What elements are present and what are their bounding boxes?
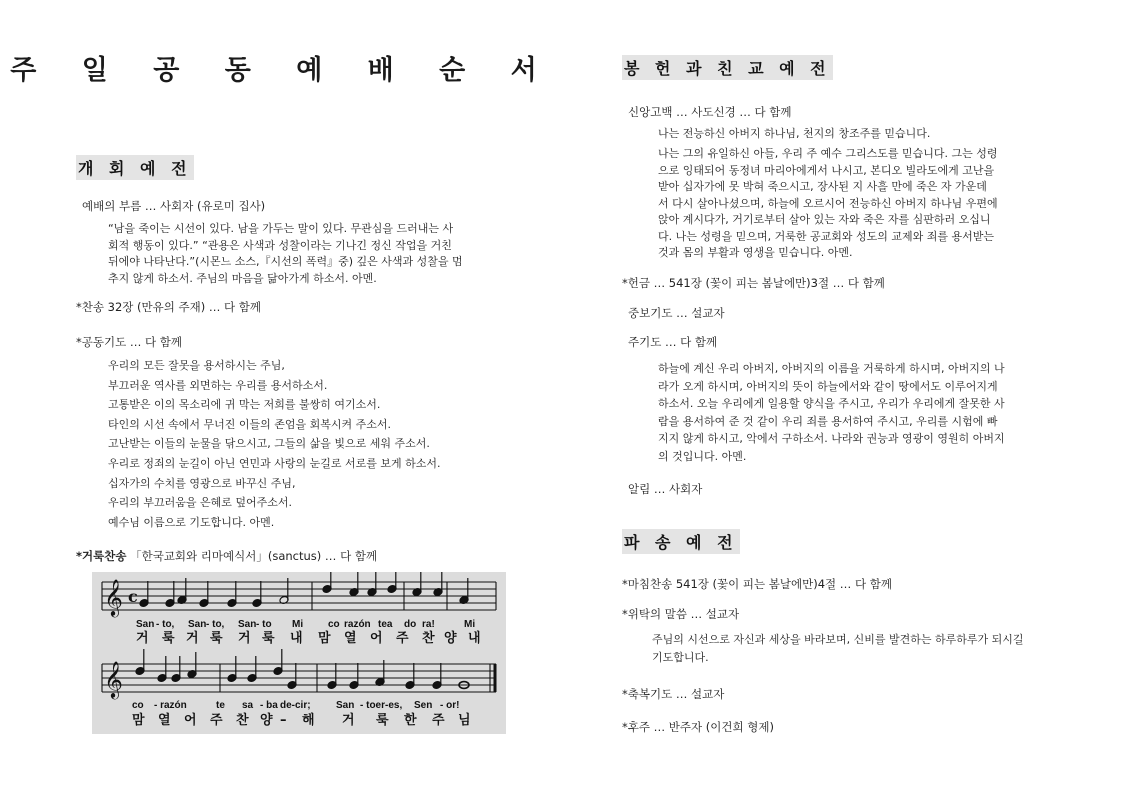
lyric-syllable: San (336, 700, 355, 711)
lords-prayer-text (658, 360, 1078, 465)
offering-item: *헌금 … 541장 (꽃이 피는 봄날에만)3절 … 다 함께 (622, 276, 885, 290)
section-heading-opening: 개 회 예 전 (76, 155, 194, 180)
treble-clef-icon-1: 𝄞 (104, 578, 123, 616)
creed-line: 으로 잉태되어 동정녀 마리아에게서 나시고, 본디오 빌라도에게 고난을 (658, 163, 995, 177)
lyric-syllable: Mi (464, 619, 476, 630)
commission-line: 기도합니다. (652, 651, 709, 664)
intercession-item: 중보기도 … 설교자 (628, 306, 725, 320)
lyric-syllable: 주 (432, 713, 445, 728)
sanctus-score (92, 572, 506, 734)
lyric-syllable: - to (256, 619, 272, 630)
prayer-line: 예수님 이름으로 기도합니다. 아멘. (108, 515, 275, 529)
lyrics-row-2-spanish (132, 700, 459, 711)
lyric-syllable: – (280, 713, 287, 728)
lyrics-row-1-korean (136, 630, 481, 646)
prayer-line: 타인의 시선 속에서 무너진 이들의 존엄을 회복시켜 주소서. (108, 417, 391, 431)
music-staff-image (92, 572, 506, 734)
lords-prayer-line: 의 것입니다. 아멘. (658, 449, 747, 463)
lords-prayer-line: 하늘에 계신 우리 아버지, 아버지의 이름을 거룩하게 하시며, 아버지의 나 (658, 362, 1005, 375)
creed-line: 받아 십자가에 못 박혀 죽으시고, 장사된 지 사흘 만에 죽은 자 가운데 (658, 180, 987, 193)
lyric-syllable: ra! (422, 619, 435, 630)
lyric-syllable: - razón (154, 700, 187, 711)
call-to-worship-line: 추지 않게 하소서. 주님의 마음을 닮아가게 하소서. 아멘. (108, 271, 377, 285)
lyric-syllable: sa (242, 700, 254, 711)
creed-line: 서 다시 살아나셨으며, 하늘에 오르시어 전능하신 아버지 하나님 우편에 (658, 196, 998, 210)
lords-prayer-line: 지지 않게 하시고, 악에서 구하소서. 나라와 권능과 영광이 영원히 아버지 (658, 432, 1005, 445)
lyric-syllable: te (216, 700, 225, 711)
lyric-syllable: 거 (238, 631, 251, 646)
prayer-line: 십자가의 수치를 영광으로 바꾸신 주님, (108, 476, 296, 490)
section-heading-sending: 파 송 예 전 (622, 529, 740, 554)
sanctus-item (76, 548, 377, 564)
lords-prayer-line: 하소서. 오늘 우리에게 일용할 양식을 주시고, 우리가 우리에게 잘못한 사 (658, 397, 1005, 410)
lyric-syllable: do (404, 619, 417, 630)
staff-lines-1 (102, 582, 496, 610)
lyric-syllable: 맘 (318, 631, 331, 646)
notes-row-1 (139, 572, 469, 607)
hymn-item: *찬송 32장 (만유의 주재) … 다 함께 (76, 300, 261, 314)
notes-row-2 (135, 649, 469, 689)
sanctus-label: *거룩찬송 (76, 549, 127, 563)
lyric-syllable: 열 (158, 713, 171, 728)
lyric-syllable: 내 (290, 631, 303, 646)
creed-text (658, 146, 1078, 262)
lyric-syllable: 거 (136, 631, 149, 646)
lyric-syllable: tea (378, 619, 393, 630)
lyrics-row-2-korean (132, 712, 471, 728)
treble-clef-icon-2: 𝄞 (104, 660, 123, 698)
announcements-item: 알림 … 사회자 (628, 482, 703, 496)
creed-line: 앉아 계시다가, 거기로부터 살아 있는 자와 죽은 자를 심판하러 오십니 (658, 213, 991, 226)
common-prayer-item: *공동기도 … 다 함께 (76, 335, 182, 349)
lyric-syllable: 양 (444, 631, 457, 646)
page-title: 주 일 공 동 예 배 순 서 (10, 55, 555, 86)
lyric-syllable: 찬 (236, 713, 249, 728)
common-prayer-text (108, 357, 441, 533)
lyric-syllable: - toer-es, (360, 700, 403, 711)
call-to-worship-line: 뒤에야 나타난다.”(시몬느 소스,『시선의 폭력』중) 깊은 사색과 성찰을 멈 (108, 255, 463, 268)
lyric-syllable: 찬 (422, 631, 435, 646)
closing-hymn-item: *마침찬송 541장 (꽃이 피는 봄날에만)4절 … 다 함께 (622, 577, 892, 591)
call-to-worship-text (108, 221, 518, 287)
lyrics-row-1-spanish (136, 619, 475, 630)
lyric-syllable: 내 (468, 631, 481, 646)
lyric-syllable: 룩 (210, 631, 223, 646)
lyric-syllable: 룩 (262, 631, 275, 646)
creed-first-line: 나는 전능하신 아버지 하나님, 천지의 창조주를 믿습니다. (658, 127, 931, 140)
call-to-worship-line: “남을 죽이는 시선이 있다. 남을 가두는 말이 있다. 무관심을 드러내는 사 (108, 222, 454, 235)
section-heading-offering: 봉 헌 과 친 교 예 전 (622, 55, 833, 80)
lyric-syllable: 룩 (376, 713, 389, 728)
lyric-syllable: razón (344, 619, 371, 630)
lyric-syllable: co (132, 700, 144, 711)
lyric-syllable: San (136, 619, 155, 630)
lyric-syllable: San (188, 619, 207, 630)
common-time-icon: c (128, 587, 138, 606)
commission-line: 주님의 시선으로 자신과 세상을 바라보며, 신비를 발견하는 하루하루가 되시길 (652, 633, 1024, 646)
prayer-line: 고난받는 이들의 눈물을 닦으시고, 그들의 삶을 빛으로 세워 주소서. (108, 437, 430, 451)
lyric-syllable: 거 (186, 631, 199, 646)
call-to-worship-line: 회적 행동이 있다.” “관용은 사색과 성찰이라는 기나긴 정신 작업을 거친 (108, 238, 452, 252)
creed-item: 신앙고백 … 사도신경 … 다 함께 (628, 105, 792, 119)
prayer-line: 우리의 모든 잘못을 용서하시는 주님, (108, 359, 285, 372)
lyric-syllable: 주 (210, 713, 223, 728)
lords-prayer-item: 주기도 … 다 함께 (628, 335, 718, 349)
lyric-syllable: Mi (292, 619, 304, 630)
lyric-syllable: 룩 (162, 631, 175, 646)
postlude-item: *후주 … 반주자 (이건희 형제) (622, 720, 774, 734)
creed-line: 것과 몸의 부활과 영생을 믿습니다. 아멘. (658, 246, 853, 259)
lyric-syllable: co (328, 619, 340, 630)
sanctus-details: 「한국교회와 리마예식서」(sanctus) … 다 함께 (126, 549, 378, 563)
prayer-line: 부끄러운 역사를 외면하는 우리를 용서하소서. (108, 378, 328, 392)
lyric-syllable: - to, (156, 619, 175, 630)
prayer-line: 우리의 부끄러움을 은혜로 덮어주소서. (108, 496, 293, 510)
prayer-line: 우리로 정죄의 눈길이 아닌 연민과 사랑의 눈길로 서로를 보게 하소서. (108, 456, 441, 470)
lyric-syllable: 거 (342, 713, 355, 728)
lords-prayer-line: 람을 용서하여 준 것 같이 우리 죄를 용서하여 주시고, 우리를 시험에 빠 (658, 414, 998, 428)
lyric-syllable: de-cir; (280, 700, 311, 711)
lyric-syllable: 해 (302, 713, 315, 728)
lords-prayer-line: 라가 오게 하시며, 아버지의 뜻이 하늘에서와 같이 땅에서도 이루어지게 (658, 379, 998, 393)
lyric-syllable: 어 (370, 631, 383, 646)
creed-line: 나는 그의 유일하신 아들, 우리 주 예수 그리스도를 믿습니다. 그는 성령 (658, 147, 998, 160)
lyric-syllable: 한 (404, 713, 417, 728)
creed-line: 다. 나는 성령을 믿으며, 거룩한 공교회와 성도의 교제와 죄를 용서받는 (658, 229, 994, 243)
lyric-syllable: 열 (344, 631, 357, 646)
lyric-syllable: 맘 (132, 713, 145, 728)
lyric-syllable: - ba (260, 700, 278, 711)
lyric-syllable: 양 (260, 713, 273, 728)
lyric-syllable: San (238, 619, 257, 630)
lyric-syllable: 주 (396, 631, 409, 646)
lyric-syllable: Sen (414, 700, 433, 711)
lyric-syllable: - or! (440, 700, 460, 711)
benediction-item: *축복기도 … 설교자 (622, 687, 725, 701)
lyric-syllable: 어 (184, 713, 197, 728)
commission-item: *위탁의 말씀 … 설교자 (622, 607, 740, 621)
lyric-syllable: 님 (458, 713, 471, 728)
call-to-worship-item: 예배의 부름 … 사회자 (유로미 집사) (82, 199, 266, 213)
commission-text (652, 631, 1082, 667)
lyric-syllable: - to, (206, 619, 225, 630)
prayer-line: 고통받은 이의 목소리에 귀 막는 저희를 불쌍히 여기소서. (108, 398, 381, 412)
